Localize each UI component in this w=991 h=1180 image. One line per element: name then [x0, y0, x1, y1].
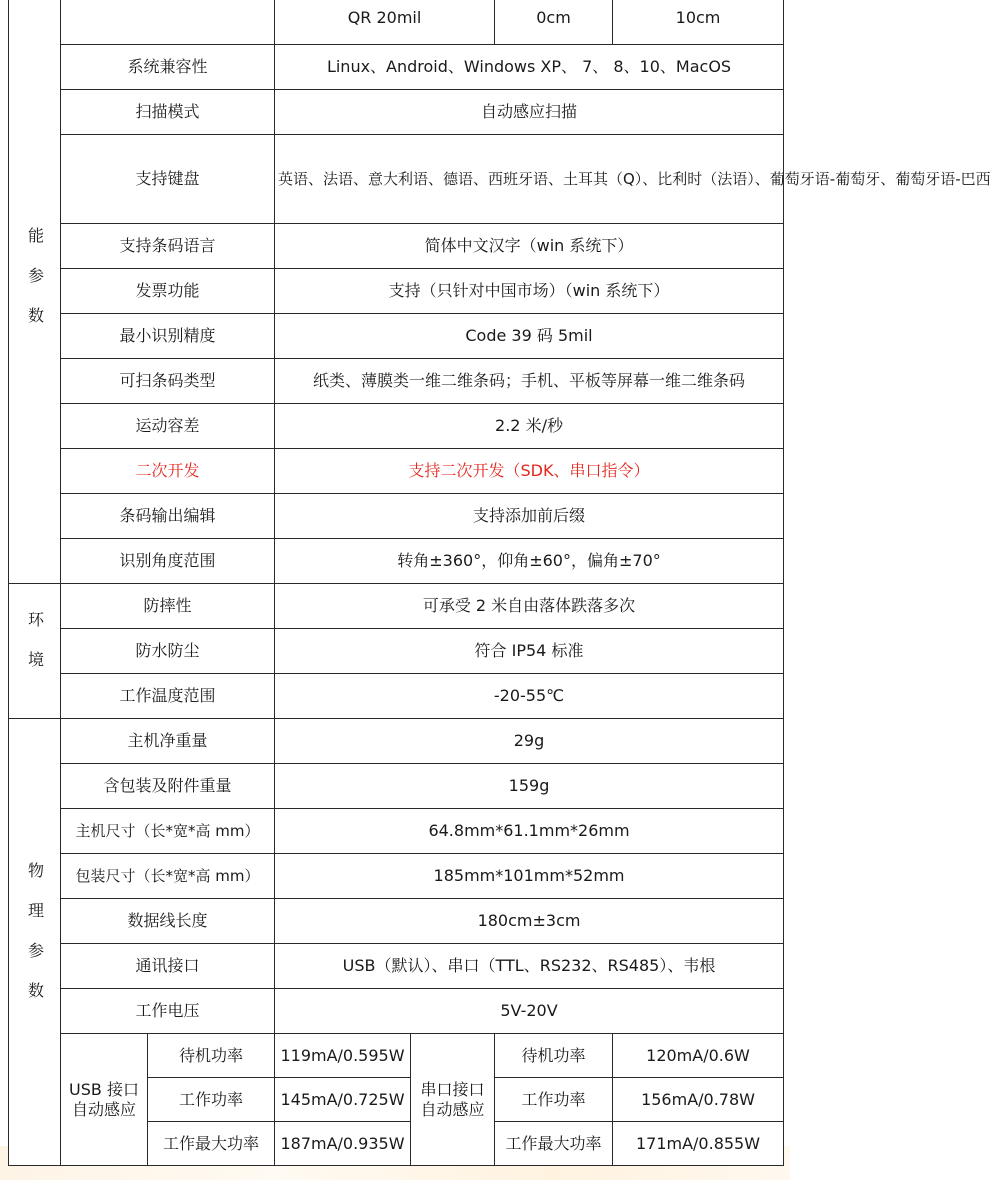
table-row: [9, 90, 784, 135]
row-value: Linux、Android、Windows XP、 7、 8、10、MacOS: [275, 45, 784, 90]
row-label: 最小识别精度: [61, 314, 275, 359]
serial-interface-label: 串口接口自动感应: [411, 1034, 495, 1166]
row-value: 纸类、薄膜类一维二维条码；手机、平板等屏幕一维二维条码: [275, 359, 784, 404]
power-usb-value: 145mA/0.725W: [275, 1078, 411, 1122]
row-value: 159g: [275, 764, 784, 809]
table-row: [9, 359, 784, 404]
row-value: 支持（只针对中国市场）（win 系统下）: [275, 269, 784, 314]
power-label: 工作功率: [148, 1078, 275, 1122]
row-label: 二次开发: [61, 449, 275, 494]
usb-interface-label: USB 接口自动感应: [61, 1034, 148, 1166]
row-label: 支持键盘: [61, 135, 275, 224]
row-label: 包装尺寸（长*宽*高 mm）: [61, 854, 275, 899]
table-row: [9, 224, 784, 269]
row-value: 64.8mm*61.1mm*26mm: [275, 809, 784, 854]
row-label: 通讯接口: [61, 944, 275, 989]
table-row: [9, 404, 784, 449]
row-label: 可扫条码类型: [61, 359, 275, 404]
row-value: 符合 IP54 标准: [275, 629, 784, 674]
table-row: [9, 539, 784, 584]
row-value: 180cm±3cm: [275, 899, 784, 944]
power-usb-value: 187mA/0.935W: [275, 1122, 411, 1166]
table-row: [9, 944, 784, 989]
power-serial-value: 156mA/0.78W: [613, 1078, 784, 1122]
table-row: [9, 809, 784, 854]
table-row: [9, 989, 784, 1034]
row-label: 条码输出编辑: [61, 494, 275, 539]
row-value: Code 39 码 5mil: [275, 314, 784, 359]
table-row: [9, 719, 784, 764]
table-row: [9, 629, 784, 674]
row-label: 扫描模式: [61, 90, 275, 135]
row-label: 主机尺寸（长*宽*高 mm）: [61, 809, 275, 854]
table-row: [9, 45, 784, 90]
table-row: [9, 269, 784, 314]
table-row: [9, 314, 784, 359]
row-label: 防摔性: [61, 584, 275, 629]
category-performance: 能参数: [9, 0, 61, 584]
row-label: 运动容差: [61, 404, 275, 449]
table-row: [9, 0, 784, 45]
table-row: [9, 494, 784, 539]
power-serial-value: 120mA/0.6W: [613, 1034, 784, 1078]
power-label: 待机功率: [148, 1034, 275, 1078]
row-value: 29g: [275, 719, 784, 764]
power-label: 工作最大功率: [495, 1122, 613, 1166]
power-serial-value: 171mA/0.855W: [613, 1122, 784, 1166]
row-label: 防水防尘: [61, 629, 275, 674]
row-value: 5V-20V: [275, 989, 784, 1034]
table-row: [9, 584, 784, 629]
row-value: 可承受 2 米自由落体跌落多次: [275, 584, 784, 629]
row-value: 自动感应扫描: [275, 90, 784, 135]
row-value: 支持添加前后缀: [275, 494, 784, 539]
row-label: 识别角度范围: [61, 539, 275, 584]
cell-min-distance: 0cm: [495, 0, 613, 45]
power-row: [9, 1034, 784, 1078]
power-label: 工作最大功率: [148, 1122, 275, 1166]
row-label: 数据线长度: [61, 899, 275, 944]
table-row: [9, 764, 784, 809]
row-label: 工作温度范围: [61, 674, 275, 719]
row-value: USB（默认）、串口（TTL、RS232、RS485）、韦根: [275, 944, 784, 989]
row-label: 含包装及附件重量: [61, 764, 275, 809]
table-row: [9, 899, 784, 944]
row-value: -20-55℃: [275, 674, 784, 719]
row-value: 185mm*101mm*52mm: [275, 854, 784, 899]
table-row: [9, 135, 784, 224]
row-label: [61, 0, 275, 45]
power-usb-value: 119mA/0.595W: [275, 1034, 411, 1078]
category-physical: 物理参数: [9, 719, 61, 1166]
category-environment: 环境: [9, 584, 61, 719]
table-row-highlight: [9, 449, 784, 494]
spec-table: [8, 0, 991, 1166]
table-row: [9, 854, 784, 899]
row-value: 转角±360°，仰角±60°，偏角±70°: [275, 539, 784, 584]
row-label: 工作电压: [61, 989, 275, 1034]
power-label: 待机功率: [495, 1034, 613, 1078]
row-label: 发票功能: [61, 269, 275, 314]
row-value: 简体中文汉字（win 系统下）: [275, 224, 784, 269]
row-label: 支持条码语言: [61, 224, 275, 269]
row-label: 系统兼容性: [61, 45, 275, 90]
row-value: 支持二次开发（SDK、串口指令）: [275, 449, 784, 494]
cell-max-distance: 10cm: [613, 0, 784, 45]
row-value: 英语、法语、意大利语、德语、西班牙语、土耳其（Q）、比利时（法语）、葡萄牙语-葡萄牙、葡萄牙语-巴西: [275, 135, 784, 224]
table-row: [9, 674, 784, 719]
power-label: 工作功率: [495, 1078, 613, 1122]
cell-code: QR 20mil: [275, 0, 495, 45]
row-value: 2.2 米/秒: [275, 404, 784, 449]
row-label: 主机净重量: [61, 719, 275, 764]
